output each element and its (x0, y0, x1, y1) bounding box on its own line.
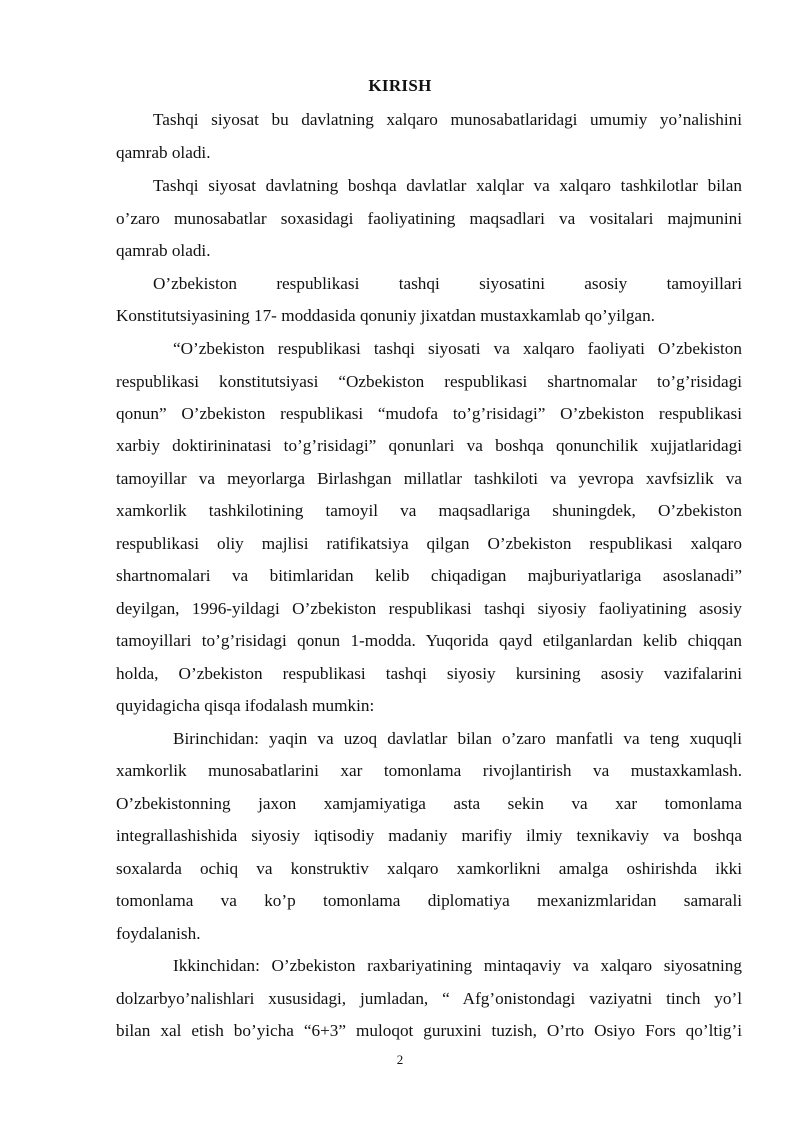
page-title: KIRISH (368, 76, 432, 95)
paragraph-line: quyidagicha qisqa ifodalash mumkin: (116, 696, 375, 715)
paragraph-line: xamkorlik munosabatlarini xar tomonlama rivojlantirish va mustaxkamlash. (116, 761, 742, 780)
paragraph-line: respublikasi oliy majlisi ratifikatsiya qilgan O’zbekiston respublikasi xalqaro (116, 534, 742, 553)
paragraph-line: foydalanish. (116, 924, 201, 943)
paragraph-line: respublikasi konstitutsiyasi “Ozbekiston respublikasi shartnomalar to’g’risidagi (116, 372, 742, 391)
paragraph-line: xamkorlik tashkilotining tamoyil va maqsadlariga shuningdek, O’zbekiston (116, 501, 742, 520)
paragraph-line: shartnomalari va bitimlaridan kelib chiqadigan majburiyatlariga asoslanadi” (116, 566, 742, 585)
paragraph-line: Tashqi siyosat bu davlatning xalqaro munosabatlaridagi umumiy yo’nalishini (153, 110, 742, 129)
paragraph-line: deyilgan, 1996-yildagi O’zbekiston respublikasi tashqi siyosiy faoliyatining asosiy (116, 599, 742, 618)
paragraph-line: tamoyillar va meyorlarga Birlashgan millatlar tashkiloti va yevropa xavfsizlik va (116, 469, 742, 488)
paragraph-line: dolzarbyo’nalishlari xususidagi, jumladan, “ Afg’onistondagi vaziyatni tinch yo’l (116, 989, 742, 1008)
paragraph-line: bilan xal etish bo’yicha “6+3” muloqot guruxini tuzish, O’rto Osiyo Fors qo’ltig’i (116, 1021, 742, 1040)
paragraph-line: O’zbekistonning jaxon xamjamiyatiga asta sekin va xar tomonlama (116, 794, 742, 813)
paragraph-line: Tashqi siyosat davlatning boshqa davlatlar xalqlar va xalqaro tashkilotlar bilan (153, 176, 742, 195)
paragraph-line: Birinchidan: yaqin va uzoq davlatlar bilan o’zaro manfatli va teng xuquqli (173, 729, 742, 748)
paragraph-line: xarbiy doktirininatasi to’g’risidagi” qonunlari va boshqa qonunchilik xujjatlaridagi (116, 436, 742, 455)
paragraph-line: qonun” O’zbekiston respublikasi “mudofa to’g’risidagi” O’zbekiston respublikasi (116, 404, 742, 423)
paragraph-line: holda, O’zbekiston respublikasi tashqi siyosiy kursining asosiy vazifalarini (116, 664, 742, 683)
paragraph-line: tamoyillari to’g’risidagi qonun 1-modda. Yuqorida qayd etilganlardan kelib chiqqan (116, 631, 742, 650)
paragraph-line: “O’zbekiston respublikasi tashqi siyosati va xalqaro faoliyati O’zbekiston (173, 339, 742, 358)
paragraph-line: o’zaro munosabatlar soxasidagi faoliyatining maqsadlari va vositalari majmunini (116, 209, 742, 228)
paragraph-line: tomonlama va ko’p tomonlama diplomatiya mexanizmlaridan samarali (116, 891, 742, 910)
page-number: 2 (396, 1052, 404, 1067)
paragraph-line: O’zbekiston respublikasi tashqi siyosatini asosiy tamoyillari (153, 274, 742, 293)
paragraph-line: Ikkinchidan: O’zbekiston raxbariyatining mintaqaviy va xalqaro siyosatning (173, 956, 742, 975)
paragraph-line: qamrab oladi. (116, 143, 211, 162)
paragraph-line: integrallashishida siyosiy iqtisodiy madaniy marifiy ilmiy texnikaviy va boshqa (116, 826, 742, 845)
paragraph-line: qamrab oladi. (116, 241, 211, 260)
paragraph-line: soxalarda ochiq va konstruktiv xalqaro xamkorlikni amalga oshirishda ikki (116, 859, 742, 878)
paragraph-line: Konstitutsiyasining 17- moddasida qonuniy jixatdan mustaxkamlab qo’yilgan. (116, 306, 655, 325)
